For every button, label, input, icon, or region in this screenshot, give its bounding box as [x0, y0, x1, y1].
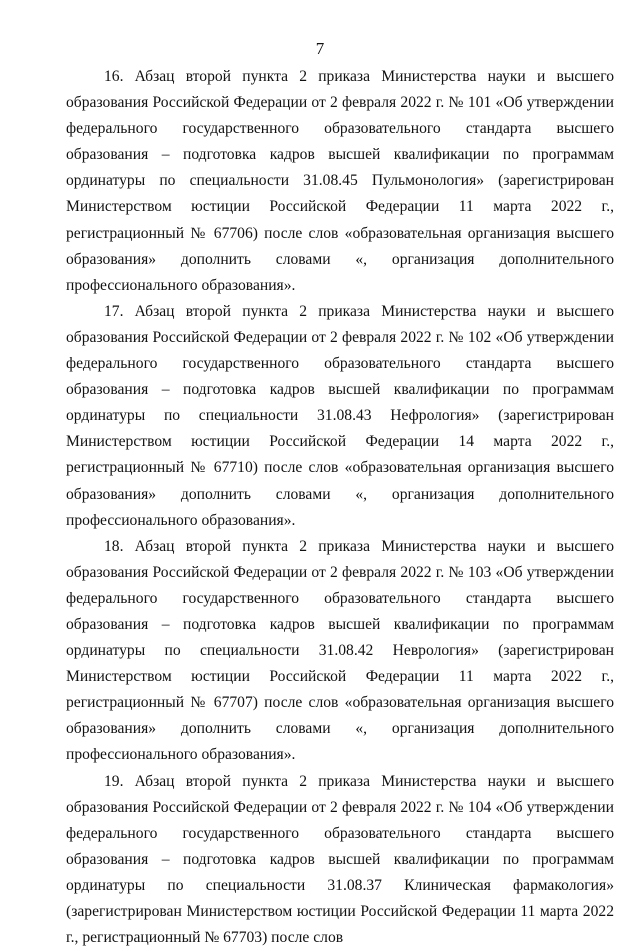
document-body	[66, 64, 614, 951]
paragraph-18: 18. Абзац второй пункта 2 приказа Министерства науки и высшего образования Российской Федерации от 2 февраля 2022 г. № 103 «Об утверждении федерального государственного образовательного стандарта высшего образования – подготовка кадров высшей квалификации по программам ординатуры по специальности 31.08.42 Неврология» (зарегистрирован Министерством юстиции Российской Федерации 11 марта 2022 г., регистрационный № 67707) после слов «образовательная организация высшего образования» дополнить словами «, организация дополнительного профессионального образования».	[66, 537, 614, 764]
paragraph-19: 19. Абзац второй пункта 2 приказа Министерства науки и высшего образования Российской Федерации от 2 февраля 2022 г. № 104 «Об утверждении федерального государственного образовательного стандарта высшего образования – подготовка кадров высшей квалификации по программам ординатуры по специальности 31.08.37 Клиническая фармакология» (зарегистрирован Министерством юстиции Российской Федерации 11 марта 2022 г., регистрационный № 67703) после слов	[66, 772, 614, 947]
page-number: 7	[315, 39, 325, 58]
paragraph-16: 16. Абзац второй пункта 2 приказа Министерства науки и высшего образования Российской Федерации от 2 февраля 2022 г. № 101 «Об утверждении федерального государственного образовательного стандарта высшего образования – подготовка кадров высшей квалификации по программам ординатуры по специальности 31.08.45 Пульмонология» (зарегистрирован Министерством юстиции Российской Федерации 11 марта 2022 г., регистрационный № 67706) после слов «образовательная организация высшего образования» дополнить словами «, организация дополнительного профессионального образования».	[66, 68, 614, 294]
paragraph-17: 17. Абзац второй пункта 2 приказа Министерства науки и высшего образования Российской Федерации от 2 февраля 2022 г. № 102 «Об утверждении федерального государственного образовательного стандарта высшего образования – подготовка кадров высшей квалификации по программам ординатуры по специальности 31.08.43 Нефрология» (зарегистрирован Министерством юстиции Российской Федерации 14 марта 2022 г., регистрационный № 67710) после слов «образовательная организация высшего образования» дополнить словами «, организация дополнительного профессионального образования».	[66, 302, 614, 529]
